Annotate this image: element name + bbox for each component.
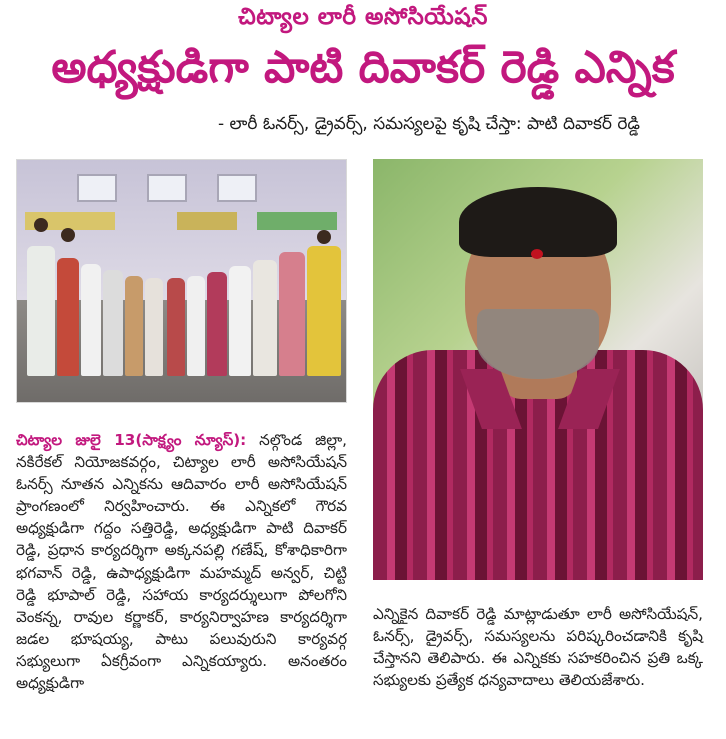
headline: అధ్యక్షుడిగా పాటి దివాకర్ రెడ్డి ఎన్నిక xyxy=(51,42,675,93)
portrait-photo xyxy=(373,159,703,580)
article-body-left xyxy=(16,429,347,694)
subhead: - లారీ ఓనర్స్, డ్రైవర్స్, సమస్యలపై కృషి చేస్తా: పాటి దివాకర్ రెడ్డి xyxy=(218,114,640,134)
kicker: చిట్యాల లారీ అసోసియేషన్ xyxy=(238,4,488,30)
body-left-text: నల్గొండ జిల్లా, నకిరేకల్ నియోజకవర్గం, చిట్యాల లారీ అసోసియేషన్ ఓనర్స్ నూతన ఎన్నికను ఆదివారం లారీ అసోసియేషన్ ప్రాంగణంలో నిర్వహించారు. ఈ ఎన్నికలో గౌరవ అధ్యక్షుడిగా గద్దం సత్తిరెడ్డి, అధ్యక్షుడిగా పాటి దివాకర్ రెడ్డి, ప్రధాన కార్యదర్శిగా అక్కనపల్లి గణేష్, కోశాధికారిగా భగవాన్ రెడ్డి, ఉపాధ్యక్షుడిగా మహమ్మద్ అన్వర్, చిట్టి రెడ్డి భూపాల్ రెడ్డి, సహాయ కార్యదర్శులుగా పోలగోని వెంకన్న, రావుల కర్ణాకర్, కార్యనిర్వాహణ కార్యదర్శిగా జడల భూషయ్య, పాటు పలువురుని కార్యవర్గ సభ్యులుగా ఏకగ్రీవంగా ఎన్నికయ్యారు. అనంతరం అధ్యక్షుడిగా xyxy=(16,431,347,693)
dateline: చిట్యాల జులై 13(సాక్ష్యం న్యూస్): xyxy=(16,431,247,449)
article-body-right: ఎన్నికైన దివాకర్ రెడ్డి మాట్లాడుతూ లారీ అసోసియేషన్, ఓనర్స్, డ్రైవర్స్, సమస్యలను పరిష్కరించడానికి కృషి చేస్తానని తెలిపారు. ఈ ఎన్నికకు సహకరించిన ప్రతి ఒక్క సభ్యులకు ప్రత్యేక ధన్యవాదాలు తెలియజేశారు. xyxy=(373,605,703,690)
group-photo xyxy=(16,159,347,403)
